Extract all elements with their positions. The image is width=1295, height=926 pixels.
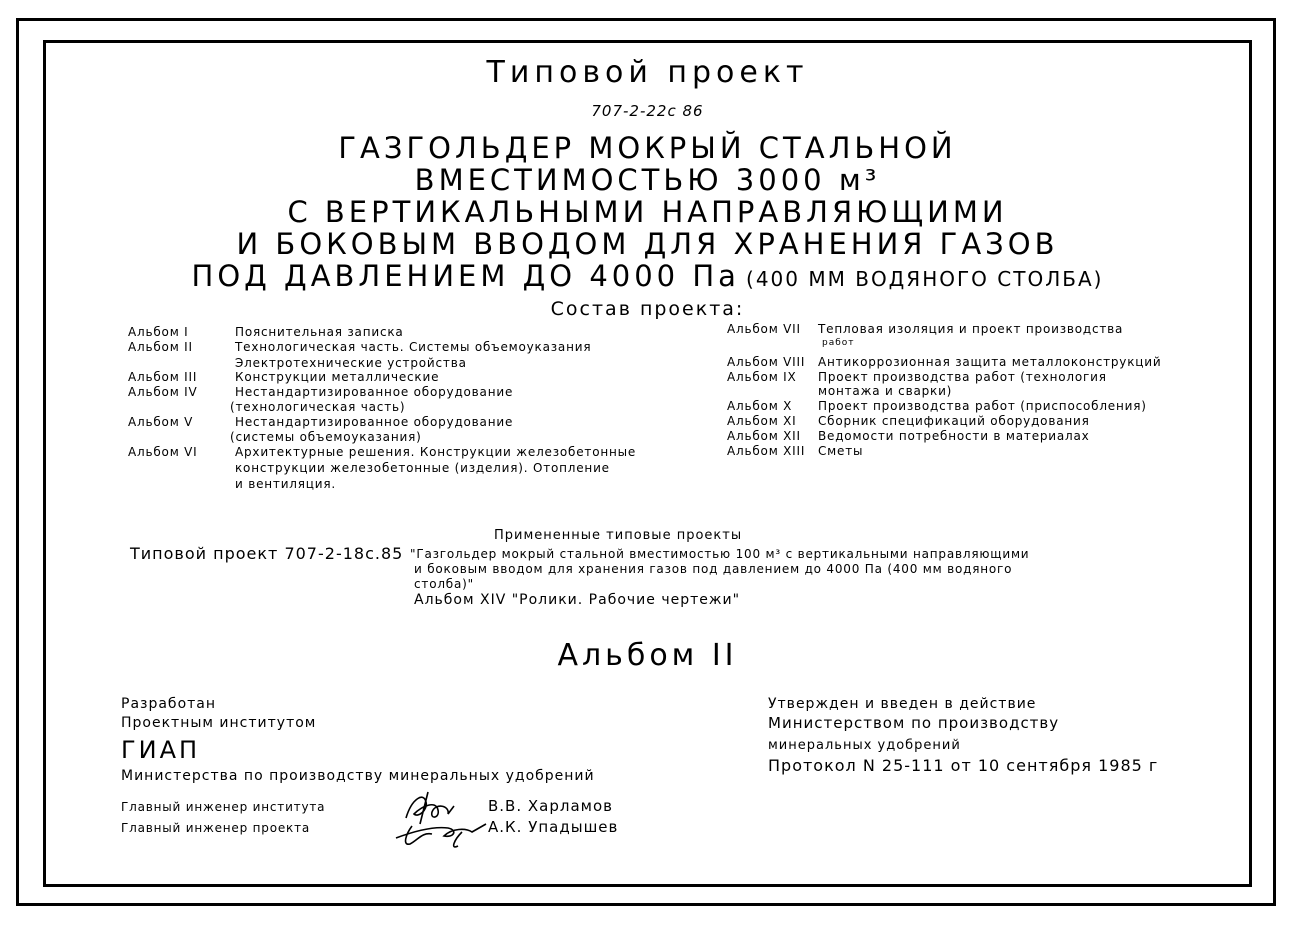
chief-project-name: А.К. Упадышев (488, 818, 619, 836)
album-1-text: Пояснительная записка (235, 325, 404, 339)
album-4-text-2: (технологическая часть) (230, 400, 406, 414)
album-8-text: Антикоррозионная защита металлоконструкций (818, 355, 1162, 369)
developer-line-1: Разработан (121, 696, 217, 712)
album-4-text-1: Нестандартизированное оборудование (235, 385, 514, 399)
chief-institute-name: В.В. Харламов (488, 797, 613, 815)
chief-institute-role: Главный инженер института (121, 800, 326, 814)
album-6-text-3: и вентиляция. (235, 477, 336, 491)
album-9-text-2: монтажа и сварки) (818, 384, 953, 398)
album-9-label: Альбом IX (727, 370, 797, 384)
album-9-text-1: Проект производства работ (технология (818, 370, 1107, 384)
approval-line-3: минеральных удобрений (768, 738, 961, 753)
album-5-text-2: (системы объемоуказания) (230, 430, 422, 444)
applied-project-label: Типовой проект 707-2-18с.85 (130, 544, 404, 563)
album-2-text-1: Технологическая часть. Системы объемоуказания (235, 340, 592, 354)
album-7-label: Альбом VII (727, 322, 801, 336)
chief-project-role: Главный инженер проекта (121, 821, 311, 835)
album-1-label: Альбом I (128, 325, 189, 339)
album-5-label: Альбом V (128, 415, 194, 429)
pressure-line (0, 259, 1295, 293)
developer-ministry: Министерства по производству минеральных удобрений (121, 768, 595, 784)
composition-heading: Состав проекта: (550, 298, 745, 320)
applied-line-3: столба)" (414, 577, 474, 591)
applied-album-line: Альбом XIV "Ролики. Рабочие чертежи" (414, 592, 741, 608)
album-3-text: Конструкции металлические (235, 370, 440, 384)
album-7-text-2: работ (822, 338, 855, 348)
album-5-text-1: Нестандартизированное оборудование (235, 415, 514, 429)
object-line-1: ГАЗГОЛЬДЕР МОКРЫЙ СТАЛЬНОЙ (338, 131, 957, 165)
developer-org: ГИАП (121, 736, 201, 764)
developer-line-2: Проектным институтом (121, 715, 317, 731)
document-title: Типовой проект (486, 55, 809, 90)
applied-heading: Примененные типовые проекты (494, 528, 743, 543)
object-line-4: И БОКОВЫМ ВВОДОМ ДЛЯ ХРАНЕНИЯ ГАЗОВ (236, 227, 1059, 261)
album-title: Альбом II (557, 638, 738, 673)
album-8-label: Альбом VIII (727, 355, 806, 369)
project-code: 707-2-22с 86 (591, 102, 704, 120)
album-6-text-2: конструкции железобетонные (изделия). Отопление (235, 461, 610, 475)
pressure-note: (400 ММ ВОДЯНОГО СТОЛБА) (746, 267, 1104, 291)
album-11-label: Альбом XI (727, 414, 797, 428)
album-13-label: Альбом XIII (727, 444, 806, 458)
album-12-text: Ведомости потребности в материалах (818, 429, 1090, 443)
album-2-label: Альбом II (128, 340, 193, 354)
album-11-text: Сборник спецификаций оборудования (818, 414, 1090, 428)
album-13-text: Сметы (818, 444, 864, 458)
album-10-text: Проект производства работ (приспособления) (818, 399, 1147, 413)
album-6-text-1: Архитектурные решения. Конструкции железобетонные (235, 445, 637, 459)
approval-line-4: Протокол N 25-111 от 10 сентября 1985 г (768, 756, 1159, 775)
applied-line-2: и боковым вводом для хранения газов под давлением до 4000 Па (400 мм водяного (414, 562, 1013, 576)
object-line-3: С ВЕРТИКАЛЬНЫМИ НАПРАВЛЯЮЩИМИ (287, 195, 1008, 229)
album-3-label: Альбом III (128, 370, 198, 384)
applied-line-1: "Газгольдер мокрый стальной вместимостью 100 м³ с вертикальными направляющими (410, 547, 1030, 561)
signature-graphic (392, 788, 492, 860)
album-4-label: Альбом IV (128, 385, 198, 399)
approval-line-2: Министерством по производству (768, 714, 1060, 732)
album-6-label: Альбом VI (128, 445, 198, 459)
pressure-main: ПОД ДАВЛЕНИЕМ ДО 4000 Па (191, 259, 740, 293)
approval-line-1: Утвержден и введен в действие (768, 696, 1037, 712)
object-line-2: ВМЕСТИМОСТЬЮ 3000 м³ (414, 163, 881, 197)
album-12-label: Альбом XII (727, 429, 801, 443)
album-10-label: Альбом X (727, 399, 793, 413)
album-7-text-1: Тепловая изоляция и проект производства (818, 322, 1124, 336)
album-2-text-2: Электротехнические устройства (235, 356, 467, 370)
